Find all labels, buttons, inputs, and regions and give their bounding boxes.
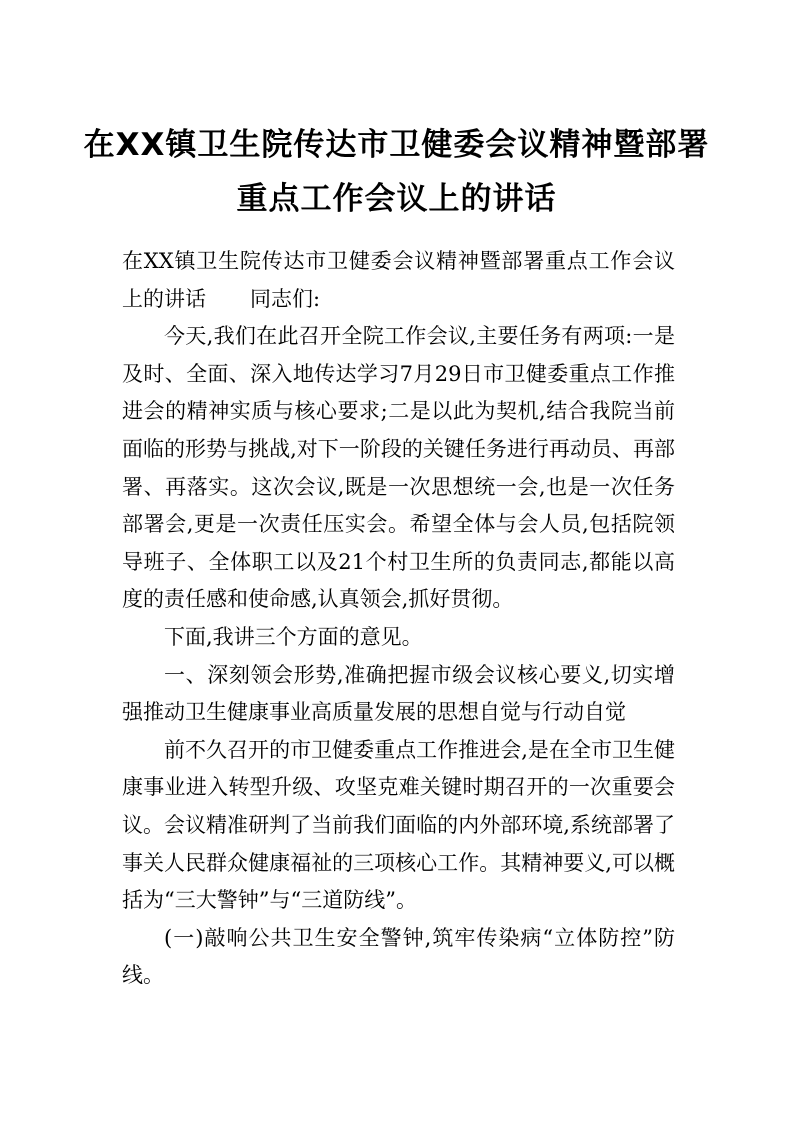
- document-title: 在XX镇卫生院传达市卫健委会议精神暨部署重点工作会议上的讲话: [83, 127, 710, 217]
- subtitle-line: 在XX镇卫生院传达市卫健委会议精神暨部署重点工作会议上的讲话: [122, 249, 675, 311]
- subtitle-paragraph: [122, 243, 675, 318]
- section-heading-1: 一、深刻领会形势,准确把握市级会议核心要义,切实增强推动卫生健康事业高质量发展的思想自觉与行动自觉: [122, 662, 675, 725]
- paragraph-outline: 下面,我讲三个方面的意见。: [164, 624, 423, 649]
- subsection-heading-1: (一)敲响公共卫生安全警钟,筑牢传染病“立体防控”防线。: [122, 925, 675, 988]
- document-body: [122, 243, 675, 995]
- greeting: 同志们:: [250, 286, 321, 311]
- paragraph-intro: 今天,我们在此召开全院工作会议,主要任务有两项:一是及时、全面、深入地传达学习7月29日市卫健委重点工作推进会的精神实质与核心要求;二是以此为契机,结合我院当前面临的形势与挑战,对下一阶段的关键任务进行再动员、再部署、再落实。这次会议,既是一次思想统一会,也是一次任务部署会,更是一次责任压实会。希望全体与会人员,包括院领导班子、全体职工以及21个村卫生所的负责同志,都能以高度的责任感和使命感,认真领会,抓好贯彻。: [122, 324, 675, 612]
- paragraph-meeting-summary: 前不久召开的市卫健委重点工作推进会,是在全市卫生健康事业进入转型升级、攻坚克难关键时期召开的一次重要会议。会议精准研判了当前我们面临的内外部环境,系统部署了事关人民群众健康福祉的三项核心工作。其精神要义,可以概括为“三大警钟”与“三道防线”。: [122, 737, 675, 913]
